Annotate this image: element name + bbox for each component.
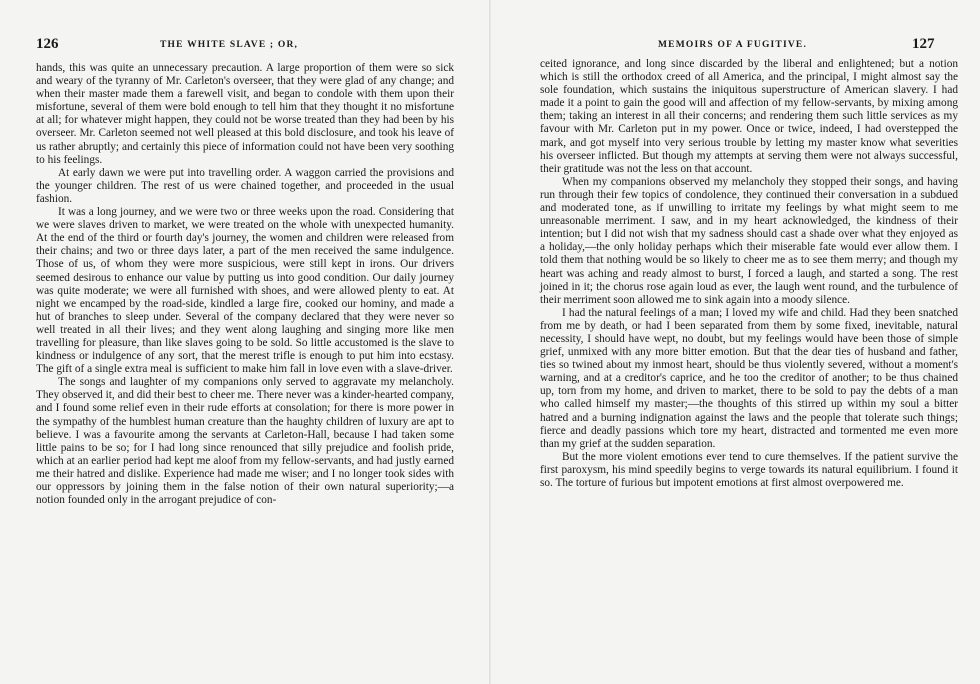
paragraph: ceited ignorance, and long since discarded by the liberal and enlightened; but a notion which is still the orthodox creed of all America, and the principal, I might almost say the sole foundation, which sustains the iniquitous superstructure of American slavery. I had made it a point to gain the good will and affection of my fellow-servants, by mixing among them; taking an interest in all their concerns; and rendering them such little services as my favour with Mr. Carleton put in my power. Once or twice, indeed, I had overstepped the mark, and got myself into very serious trouble by letting my master know what severities his overseer inflicted. But though my attempts at serving them were not always successful, their gratitude was not the less on that account. bbox=[540, 58, 958, 175]
page-number: 127 bbox=[912, 36, 935, 52]
body-text bbox=[540, 58, 958, 490]
paragraph: When my companions observed my melancholy they stopped their songs, and having run through their few topics of condolence, they continued their conversation in a subdued and moderated tone, as if unwilling to irritate my feelings by what might seem to me unreasonable merriment. I saw, and in my heart acknowledged, the kindness of their intention; but I did not wish that my sadness should cast a shade over what they enjoyed as a holiday,—the only holiday perhaps which their miserable fate would ever allow them. I told them that nothing would be so likely to cheer me as to see them merry; and though my heart was aching and ready almost to burst, I forced a laugh, and started a song. The rest joined in it; the chorus rose again loud as ever, the laugh went round, and the turbulence of their merriment soon allowed me to sink again into a moody silence. bbox=[540, 175, 958, 306]
paragraph: hands, this was quite an unnecessary precaution. A large proportion of them were so sick and weary of the tyranny of Mr. Carleton's overseer, that they were glad of any change; and when their master made them a farewell visit, and began to condole with them upon their misfortune, several of them were bold enough to tell him that they thought it no misfortune at all; for whatever might happen, they could not be worse treated than they had been by his overseer. Mr. Carleton seemed not well pleased at this bold disclosure, and took his leave of us rather abruptly; and certainly this piece of information could not have been very soothing to his feelings. bbox=[36, 62, 454, 166]
page-number: 126 bbox=[36, 36, 59, 52]
running-head: THE WHITE SLAVE ; OR, bbox=[160, 40, 299, 50]
paragraph: At early dawn we were put into travelling order. A waggon carried the provisions and the younger children. The rest of us were chained together, and proceeded in the usual fashion. bbox=[36, 166, 454, 205]
paragraph: The songs and laughter of my companions only served to aggravate my melancholy. They observed it, and did their best to cheer me. There never was a kinder-hearted company, and I found some relief even in their rude efforts at consolation; for there is more power in the sympathy of the humblest human creature than the haughty children of luxury are apt to believe. I was a favourite among the servants at Carleton-Hall, because I had taken some little pains to be so; for I had long since renounced that silly prejudice and foolish pride, which at an earlier period had kept me aloof from my fellow-servants, and had justly earned me their hatred and dislike. Experience had made me wiser; and I no longer took sides with our oppressors by joining them in the false notion of their own natural superiority;—a notion founded only in the arrogant prejudice of con- bbox=[36, 376, 454, 507]
paragraph: It was a long journey, and we were two or three weeks upon the road. Considering that we were slaves driven to market, we were treated on the whole with unexpected humanity. At the end of the third or fourth day's journey, the women and children were released from their chains; and two or three days later, a part of the men received the same indulgence. Those of us, of whom they were more suspicious, were still kept in irons. Our drivers seemed desirous to enhance our value by putting us into good condition. Our daily journey was quite moderate; we were all furnished with shoes, and were allowed plenty to eat. At night we encamped by the road-side, kindled a large fire, cooked our hominy, and made a hut of branches to sleep under. Several of the company declared that they were never so well treated in all their lives; and they went along laughing and singing more like men travelling for pleasure, than like slaves going to be sold. So little accustomed is the slave to kindness or indulgence of any sort, that the merest trifle is enough to put him into ecstasy. The gift of a single extra meal is sufficient to make him fall in love even with a slave-driver. bbox=[36, 206, 454, 376]
right-page bbox=[490, 0, 980, 684]
body-text bbox=[36, 62, 454, 507]
running-head: MEMOIRS OF A FUGITIVE. bbox=[658, 40, 808, 50]
paragraph: But the more violent emotions ever tend to cure themselves. If the patient survive the first paroxysm, his mind speedily begins to verge towards its natural equilibrium. I found it so. The torture of furious but impotent emotions at first almost overpowered me. bbox=[540, 450, 958, 489]
paragraph: I had the natural feelings of a man; I loved my wife and child. Had they been snatched from me by death, or had I been separated from them by some fixed, inevitable, natural necessity, I should have wept, no doubt, but my feelings would have been those of simple grief, unmixed with any more bitter emotion. But that the dear ties of husband and father, ties so twined about my inmost heart, should be thus violently severed, without a moment's warning, and at a creditor's caprice, and he too the creditor of another; to be thus chained up, torn from my home, and driven to market, there to be sold to pay the debts of a man who called himself my master;—the thoughts of this stirred up within my soul a bitter hatred and a burning indignation against the laws and the people that tolerate such things; fierce and deadly passions which tore my heart, distracted and tormented me even more than my grief at the sudden separation. bbox=[540, 306, 958, 450]
